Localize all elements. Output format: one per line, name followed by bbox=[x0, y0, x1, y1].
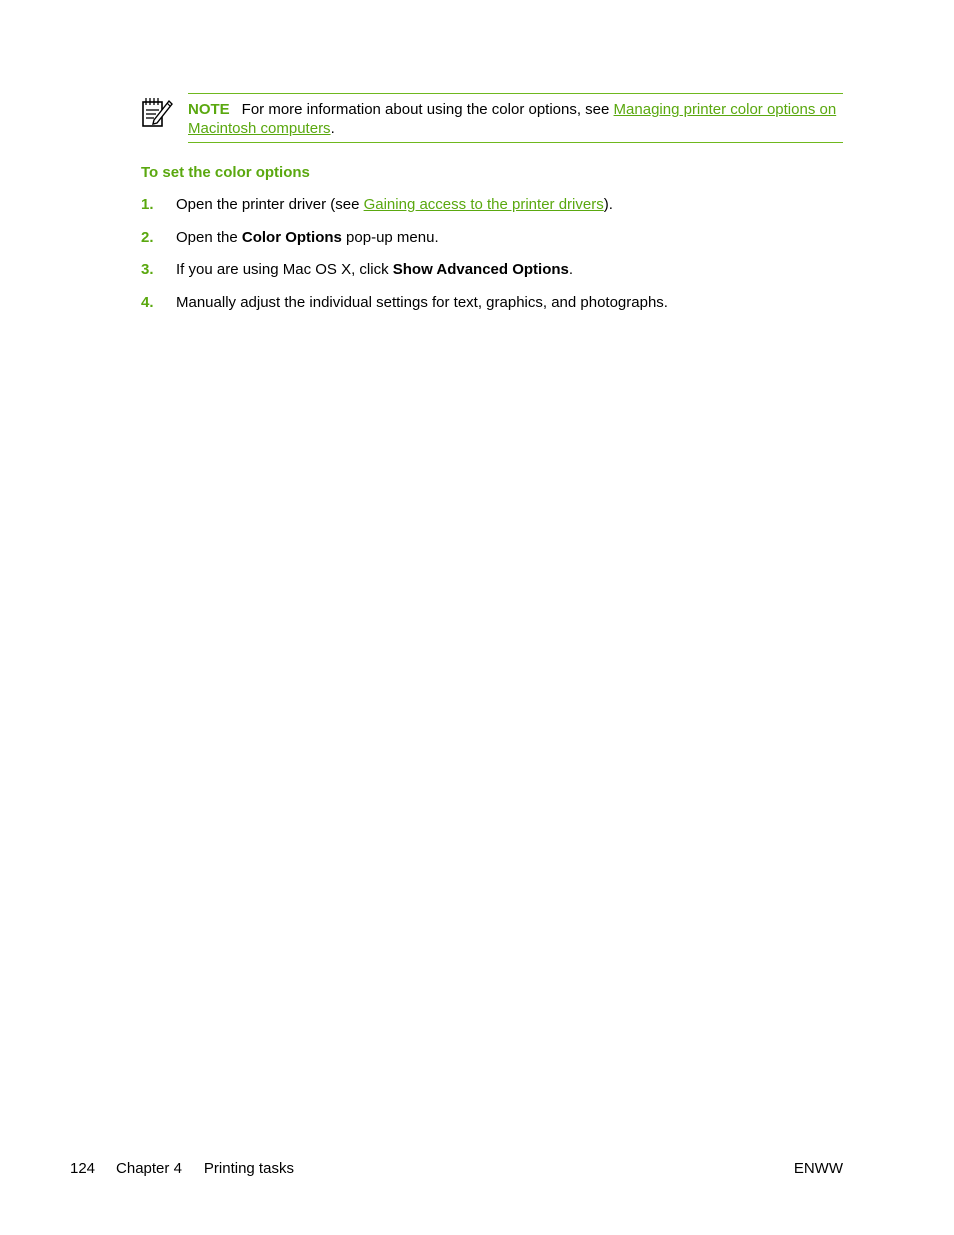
page-footer-left bbox=[70, 1159, 315, 1178]
step-text-before: If you are using Mac OS X, click bbox=[176, 261, 393, 279]
note-block bbox=[140, 93, 843, 145]
note-label: NOTE bbox=[188, 101, 230, 118]
step-number: 4. bbox=[141, 294, 154, 312]
step-text-after: ). bbox=[603, 196, 613, 213]
show-advanced-options-term: Show Advanced Options bbox=[392, 261, 569, 279]
page-footer-right: ENWW bbox=[793, 1160, 843, 1177]
note-text-before: For more information about using the color options, see bbox=[241, 101, 614, 118]
color-options-term: Color Options bbox=[241, 228, 342, 246]
procedure-title: To set the color options bbox=[141, 164, 310, 181]
page-number: 124 bbox=[70, 1160, 96, 1177]
step-number: 2. bbox=[141, 228, 154, 246]
chapter-label: Chapter 4 bbox=[116, 1160, 182, 1177]
step-text-after: pop-up menu. bbox=[341, 228, 439, 246]
procedure-steps bbox=[141, 195, 843, 326]
step-text bbox=[176, 228, 439, 247]
step-number: 1. bbox=[141, 196, 154, 213]
step-item bbox=[141, 260, 843, 293]
step-text-after: . bbox=[568, 261, 574, 279]
step-item bbox=[141, 195, 843, 228]
step-text-before: Open the bbox=[176, 228, 242, 246]
note-box bbox=[188, 93, 843, 143]
note-text bbox=[188, 100, 843, 138]
step-item bbox=[141, 228, 843, 261]
note-text-after: . bbox=[330, 120, 335, 137]
section-label: Printing tasks bbox=[203, 1160, 294, 1177]
notepad-pencil-icon bbox=[140, 96, 174, 130]
step-text-before: Open the printer driver (see bbox=[176, 196, 364, 213]
printer-drivers-link[interactable]: Gaining access to the printer drivers bbox=[363, 196, 604, 213]
step-text bbox=[176, 260, 573, 279]
step-text: Manually adjust the individual settings for text, graphics, and photographs. bbox=[176, 294, 668, 312]
managing-color-options-link[interactable]: Managing printer color options on Macintosh computers bbox=[188, 101, 837, 137]
step-number: 3. bbox=[141, 261, 154, 279]
step-item bbox=[141, 293, 843, 326]
step-text bbox=[176, 195, 613, 214]
